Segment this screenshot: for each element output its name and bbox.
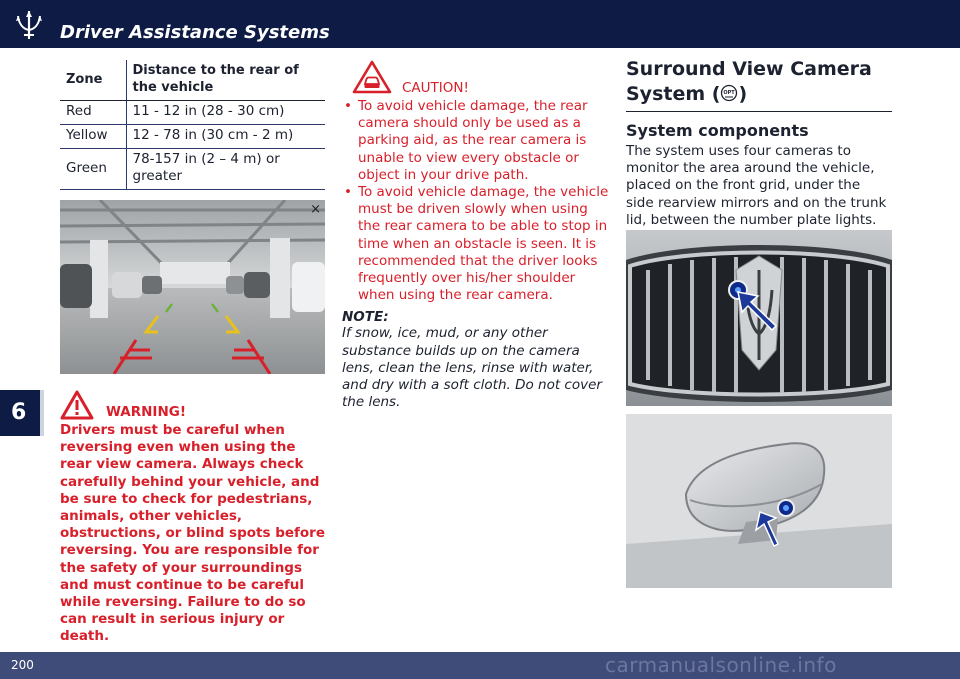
- zone-cell: Red: [60, 100, 126, 124]
- page-title: Driver Assistance Systems: [60, 22, 330, 43]
- caution-list: [342, 98, 612, 304]
- close-icon[interactable]: ×: [310, 202, 321, 217]
- rear-camera-view-image: [60, 200, 325, 374]
- zone-cell: Yellow: [60, 124, 126, 148]
- distance-cell: 78-157 in (2 – 4 m) or greater: [126, 148, 325, 189]
- page-header: [0, 0, 960, 48]
- distance-cell: 12 - 78 in (30 cm - 2 m): [126, 124, 325, 148]
- distance-zone-table: [60, 60, 325, 190]
- page-footer: [0, 652, 960, 679]
- car-caution-icon: [352, 60, 392, 94]
- note-label: NOTE:: [342, 309, 389, 326]
- warning-heading: [60, 390, 328, 422]
- watermark-text[interactable]: carmanualsonline.info: [605, 653, 837, 677]
- caution-heading: [342, 60, 612, 98]
- distance-cell: 11 - 12 in (28 - 30 cm): [126, 100, 325, 124]
- caution-label: CAUTION!: [402, 80, 469, 96]
- chapter-tab: [0, 390, 44, 436]
- zone-cell: Green: [60, 148, 126, 189]
- opt-camera-icon: [720, 82, 738, 102]
- side-mirror-camera-image: [626, 414, 892, 588]
- note-text: If snow, ice, mud, or any other substance builds up on the camera lens, clean the lens, rinse with water, and dry with a soft cloth. Do not cover the lens.: [342, 325, 602, 411]
- section-divider: [626, 111, 892, 112]
- subsection-title: System components: [626, 121, 809, 140]
- caution-block: [342, 60, 612, 411]
- warning-triangle-icon: [60, 390, 94, 420]
- section-title-line1: Surround View Camera: [626, 58, 872, 80]
- front-grille-camera-image: [626, 230, 892, 406]
- column-header-distance: Distance to the rear of the vehicle: [126, 60, 325, 100]
- surround-view-section: [626, 57, 892, 229]
- page-number: 200: [11, 658, 34, 672]
- column-header-zone: Zone: [60, 60, 126, 100]
- table-row: [60, 124, 325, 148]
- section-title: [626, 57, 892, 107]
- list-item: • To avoid vehicle damage, the vehicle must be driven slowly when using the rear camera to be able to stop in time when an obstacle is seen. It is recommended that the driver looks frequently over his/her shoulder when using the rear camera.: [342, 184, 612, 304]
- chapter-number: 6: [11, 400, 27, 425]
- section-title-line2: System ( OPT ): [626, 83, 748, 105]
- svg-text:OPT: OPT: [723, 90, 736, 96]
- table-header-row: [60, 60, 325, 100]
- warning-label: WARNING!: [106, 404, 186, 420]
- system-description: The system uses four cameras to monitor the area around the vehicle, placed on the front grid, under the side rearview mirrors and on the trunk lid, between the number plate lights.: [626, 143, 887, 228]
- trident-logo-icon: [12, 8, 46, 42]
- list-item: • To avoid vehicle damage, the rear camera should only be used as a parking aid, as the rear camera is unable to view every obstacle or object in your drive path.: [342, 98, 612, 184]
- table-row: [60, 148, 325, 189]
- warning-block: [60, 390, 328, 646]
- table-row: [60, 100, 325, 124]
- warning-text: Drivers must be careful when reversing even when using the rear view camera. Always check carefully behind your vehicle, and be sure to check for pedestrians, animals, other vehicles, obstructions, or blind spots before reversing. You are responsible for the safety of your surroundings and must continue to be careful while reversing. Failure to do so can result in serious injury or death.: [60, 422, 325, 645]
